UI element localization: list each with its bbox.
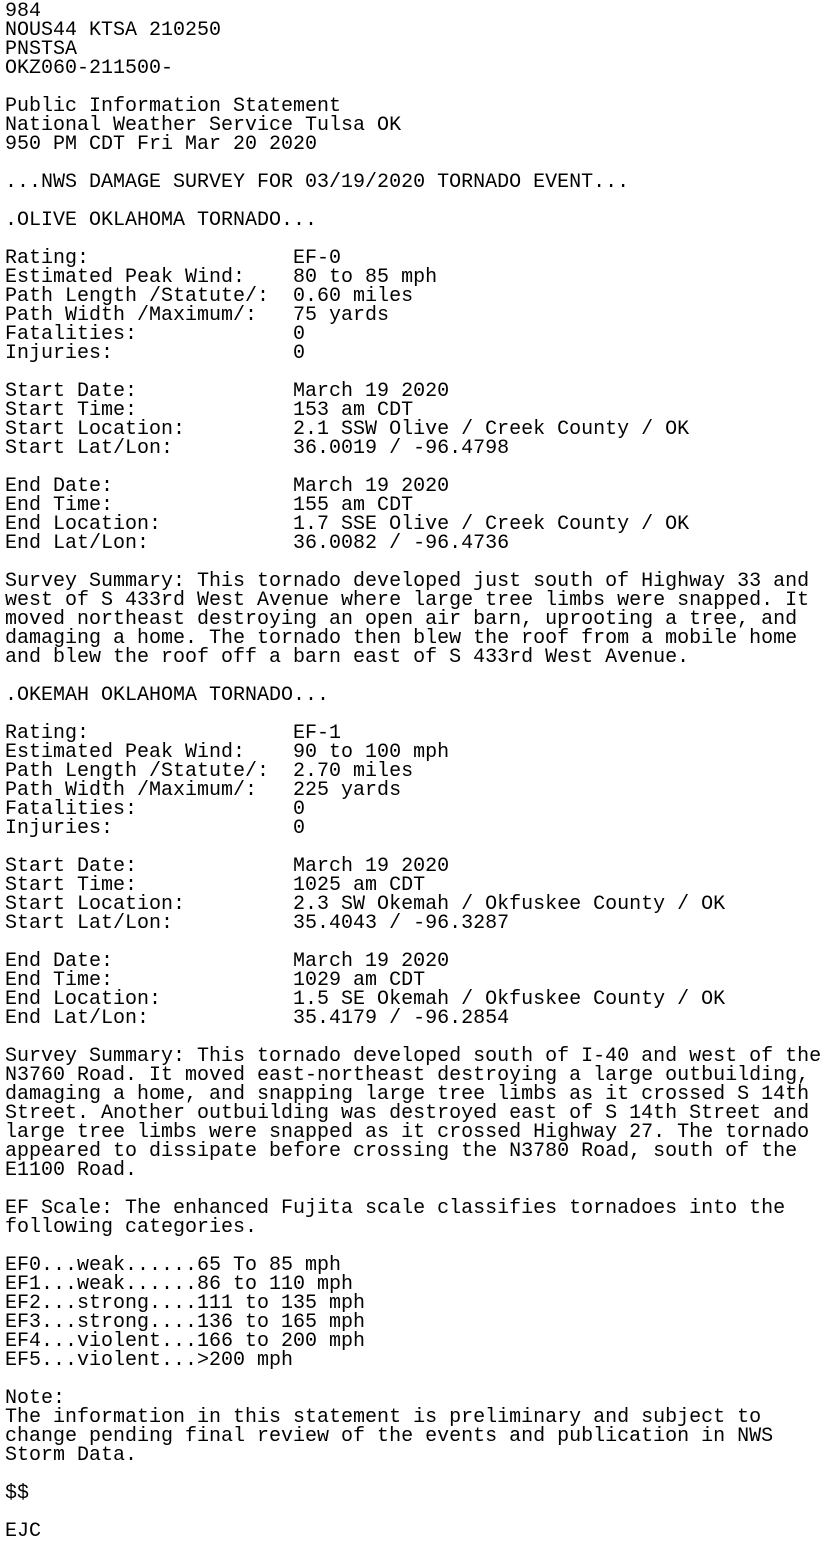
- text-line: EJC: [5, 1520, 42, 1543]
- text-line: Start Date: March 19 2020: [5, 380, 450, 403]
- text-line: .OLIVE OKLAHOMA TORNADO...: [5, 209, 318, 232]
- text-line: Survey Summary: This tornado developed south of I-40 and west of the: [5, 1045, 822, 1068]
- text-line: EF Scale: The enhanced Fujita scale classifies tornadoes into the: [5, 1197, 786, 1220]
- text-line: 984: [5, 0, 42, 23]
- text-line: Start Time: 153 am CDT: [5, 399, 414, 422]
- text-line: EF4...violent...166 to 200 mph: [5, 1330, 366, 1353]
- text-line: Injuries: 0: [5, 342, 306, 365]
- text-line: Public Information Statement: [5, 95, 342, 118]
- text-line: large tree limbs were snapped as it crossed Highway 27. The tornado: [5, 1121, 810, 1144]
- text-line: west of S 433rd West Avenue where large tree limbs were snapped. It: [5, 589, 810, 612]
- text-line: damaging a home, and snapping large tree limbs as it crossed S 14th: [5, 1083, 810, 1106]
- text-line: Start Location: 2.1 SSW Olive / Creek County / OK: [5, 418, 690, 441]
- text-line: EF0...weak......65 To 85 mph: [5, 1254, 342, 1277]
- text-line: [5, 1370, 825, 1389]
- text-line: [5, 1465, 825, 1484]
- text-line: PNSTSA: [5, 38, 78, 61]
- text-line: EF5...violent...>200 mph: [5, 1349, 294, 1372]
- text-line: Path Length /Statute/: 0.60 miles: [5, 285, 414, 308]
- text-line: E1100 Road.: [5, 1159, 138, 1182]
- text-line: End Location: 1.7 SSE Olive / Creek County / OK: [5, 513, 690, 536]
- text-line: Street. Another outbuilding was destroyed east of S 14th Street and: [5, 1102, 810, 1125]
- text-line: EF3...strong....136 to 165 mph: [5, 1311, 366, 1334]
- text-line: End Time: 155 am CDT: [5, 494, 414, 517]
- text-line: .OKEMAH OKLAHOMA TORNADO...: [5, 684, 330, 707]
- text-line: Note:: [5, 1387, 66, 1410]
- text-line: Start Location: 2.3 SW Okemah / Okfuskee County / OK: [5, 893, 726, 916]
- text-line: End Location: 1.5 SE Okemah / Okfuskee County / OK: [5, 988, 726, 1011]
- text-line: $$: [5, 1482, 30, 1505]
- text-line: Rating: EF-0: [5, 247, 342, 270]
- text-line: Start Date: March 19 2020: [5, 855, 450, 878]
- text-line: OKZ060-211500-: [5, 57, 174, 80]
- text-line: Estimated Peak Wind: 80 to 85 mph: [5, 266, 438, 289]
- text-line: moved northeast destroying an open air barn, uprooting a tree, and: [5, 608, 798, 631]
- text-line: ...NWS DAMAGE SURVEY FOR 03/19/2020 TORNADO EVENT...: [5, 171, 630, 194]
- text-line: damaging a home. The tornado then blew the roof from a mobile home: [5, 627, 798, 650]
- text-line: Injuries: 0: [5, 817, 306, 840]
- text-line: End Date: March 19 2020: [5, 475, 450, 498]
- text-line: End Lat/Lon: 36.0082 / -96.4736: [5, 532, 510, 555]
- text-line: Path Width /Maximum/: 225 yards: [5, 779, 402, 802]
- text-line: and blew the roof off a barn east of S 433rd West Avenue.: [5, 646, 690, 669]
- text-line: End Date: March 19 2020: [5, 950, 450, 973]
- text-line: appeared to dissipate before crossing the N3780 Road, south of the: [5, 1140, 798, 1163]
- text-line: following categories.: [5, 1216, 258, 1239]
- text-line: Estimated Peak Wind: 90 to 100 mph: [5, 741, 450, 764]
- text-line: Start Lat/Lon: 36.0019 / -96.4798: [5, 437, 510, 460]
- text-line: EF2...strong....111 to 135 mph: [5, 1292, 366, 1315]
- text-line: Storm Data.: [5, 1444, 138, 1467]
- text-line: NOUS44 KTSA 210250: [5, 19, 222, 42]
- text-line: change pending final review of the events and publication in NWS: [5, 1425, 774, 1448]
- text-line: 950 PM CDT Fri Mar 20 2020: [5, 133, 318, 156]
- text-line: Start Lat/Lon: 35.4043 / -96.3287: [5, 912, 510, 935]
- text-line: Path Width /Maximum/: 75 yards: [5, 304, 390, 327]
- text-line: Fatalities: 0: [5, 323, 306, 346]
- text-line: Survey Summary: This tornado developed just south of Highway 33 and: [5, 570, 810, 593]
- text-line: National Weather Service Tulsa OK: [5, 114, 402, 137]
- text-line: Start Time: 1025 am CDT: [5, 874, 426, 897]
- text-line: End Time: 1029 am CDT: [5, 969, 426, 992]
- text-line: Rating: EF-1: [5, 722, 342, 745]
- text-line: EF1...weak......86 to 110 mph: [5, 1273, 354, 1296]
- text-line: The information in this statement is preliminary and subject to: [5, 1406, 762, 1429]
- text-line: Path Length /Statute/: 2.70 miles: [5, 760, 414, 783]
- text-line: End Lat/Lon: 35.4179 / -96.2854: [5, 1007, 510, 1030]
- text-line: Fatalities: 0: [5, 798, 306, 821]
- text-line: [5, 1503, 825, 1522]
- text-line: N3760 Road. It moved east-northeast destroying a large outbuilding,: [5, 1064, 810, 1087]
